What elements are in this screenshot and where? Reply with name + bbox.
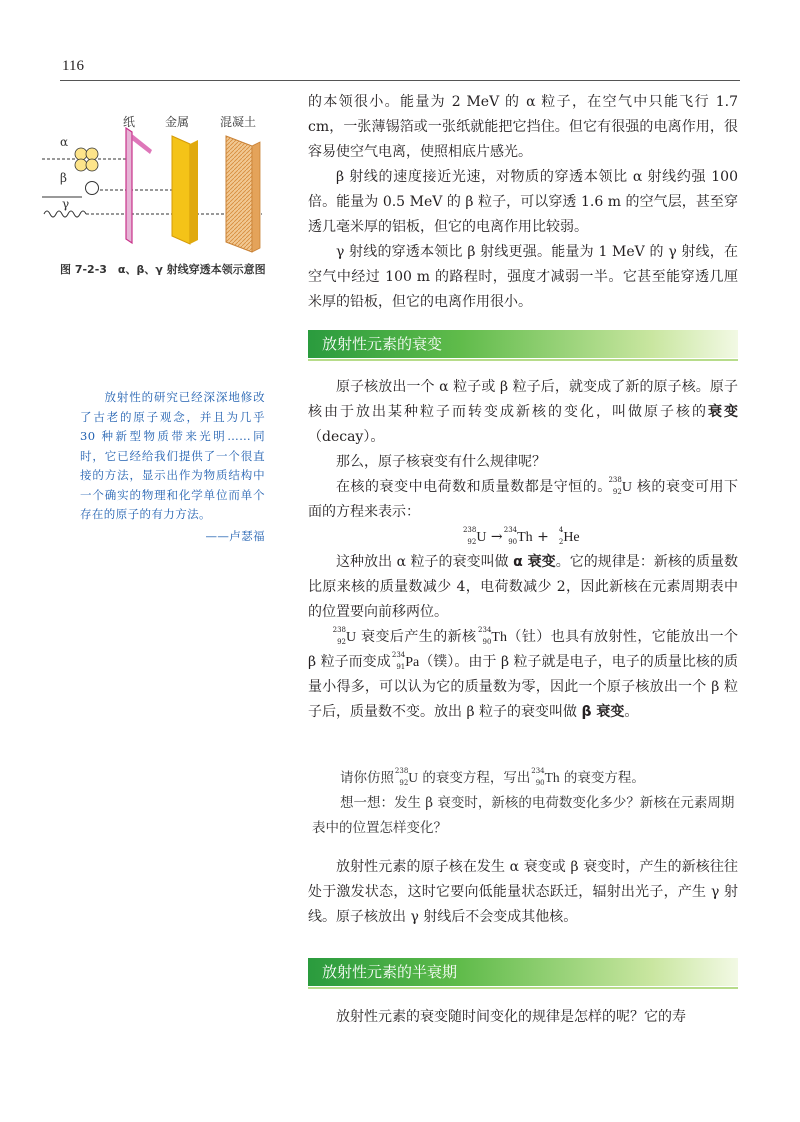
penetration-figure <box>30 110 280 260</box>
paper-sheet <box>126 128 132 243</box>
page-number: 116 <box>62 58 84 74</box>
concrete-block <box>226 136 252 252</box>
metal-plate-side <box>190 140 198 244</box>
alpha-label: α <box>60 135 69 149</box>
metal-label: 金属 <box>165 115 190 129</box>
beta-decay-paragraph: 238 92 U 衰变后产生的新核 234 90 Th（钍）也具有放射性，它能放出一个 β 粒子而变成 234 91 Pa（镤）。由于 β 粒子就是电子，电子的质量比核的质量小得多，可以认为它的质量数为零，因此一个原子核放出一个 β 粒子后，质量数不变。放出 β 粒子的衰变叫做 β 衰变。 <box>308 626 739 720</box>
decay-definition: 原子核放出一个 α 粒子或 β 粒子后，就变成了新的原子核。原子核由于放出某种粒子而转变成新核的变化，叫做原子核的衰变（decay）。 <box>308 379 738 445</box>
alpha-decay-term: α 衰变 <box>513 554 556 570</box>
alpha-paragraph: 的本领很小。能量为 2 MeV 的 α 粒子，在空气中只能飞行 1.7 cm，一张薄锡箔或一张纸就能把它挡住。但它有很强的电离作用，很容易使空气电离，使照相底片感光。 <box>308 94 738 160</box>
beta-particle-icon <box>86 182 99 195</box>
decay-question: 那么，原子核衰变有什么规律呢？ <box>336 454 546 470</box>
alpha-decay-equation: 238 92 U → 234 90 Th + 4 2 He <box>462 526 580 546</box>
paper-fold <box>132 134 152 154</box>
beta-decay-term: β 衰变 <box>581 704 625 720</box>
penetration-diagram <box>30 110 280 260</box>
beta-label: β <box>60 171 67 185</box>
exercise-line-2: 想一想：发生 β 衰变时，新核的电荷数变化多少？新核在元素周期表中的位置怎样变化？ <box>312 795 735 836</box>
figure-caption: 图 7-2-3 α、β、γ 射线穿透本领示意图 <box>60 263 266 276</box>
quote-author: ——卢瑟福 <box>205 528 265 543</box>
gamma-paragraph: γ 射线的穿透本领比 β 射线更强。能量为 1 MeV 的 γ 射线，在空气中经过 100 m 的路程时，强度才减弱一半。它甚至能穿透几厘米厚的铅板，但它的电离作用很小。 <box>308 244 738 310</box>
section-heading-half-life <box>308 958 738 986</box>
exercise-box <box>312 765 738 841</box>
metal-plate <box>172 136 190 244</box>
half-life-paragraph: 放射性元素的衰变随时间变化的规律是怎样的呢？它的寿 <box>336 1009 686 1025</box>
intro-text <box>308 90 738 315</box>
header-rule <box>60 80 740 81</box>
half-life-body <box>308 1005 738 1030</box>
gamma-label: γ <box>62 197 70 211</box>
section-title: 放射性元素的衰变 <box>322 335 443 353</box>
exercise-line-1: 请你仿照 238 92 U 的衰变方程，写出 234 90 Th 的衰变方程。 <box>340 767 645 787</box>
alpha-decay-rule: 这种放出 α 粒子的衰变叫做 α 衰变。它的规律是：新核的质量数比原来核的质量数减少 4，电荷数减少 2，因此新核在元素周期表中的位置要向前移两位。 <box>308 554 739 620</box>
gamma-emission-paragraph: 放射性元素的原子核在发生 α 衰变或 β 衰变时，产生的新核往往处于激发状态，这时它要向低能量状态跃迁，辐射出光子，产生 γ 射线。原子核放出 γ 射线后不会变成其他核。 <box>308 859 738 925</box>
concrete-label: 混凝土 <box>220 115 257 129</box>
gamma-emission-text <box>308 855 738 930</box>
concrete-block-side <box>252 142 260 252</box>
conservation-paragraph: 在核的衰变中电荷数和质量数都是守恒的。 238 92 U 核的衰变可用下面的方程来表示： <box>308 476 739 520</box>
alpha-particle-icon <box>75 148 98 171</box>
sidebar-quote <box>80 388 265 546</box>
section-heading-decay <box>308 330 738 358</box>
decay-term: 衰变 <box>708 404 738 420</box>
paper-label: 纸 <box>123 115 136 129</box>
section-title-half-life: 放射性元素的半衰期 <box>322 963 458 981</box>
gamma-wave <box>44 211 86 217</box>
beta-paragraph: β 射线的速度接近光速，对物质的穿透本领比 α 射线约强 100 倍。能量为 0.5 MeV 的 β 粒子，可以穿透 1.6 m 的空气层，甚至穿透几毫米厚的铝板，但它的电离作用比较弱。 <box>308 169 738 235</box>
quote-text: 放射性的研究已经深深地修改了古老的原子观念，并且为几乎 30 种新型物质带来光明……同时，它已经给我们提供了一个很直接的方法，显示出作为物质结构中一个确实的物理和化学单位而单个存在的原子的有力方法。 <box>80 390 265 521</box>
decay-section-body <box>308 375 738 725</box>
